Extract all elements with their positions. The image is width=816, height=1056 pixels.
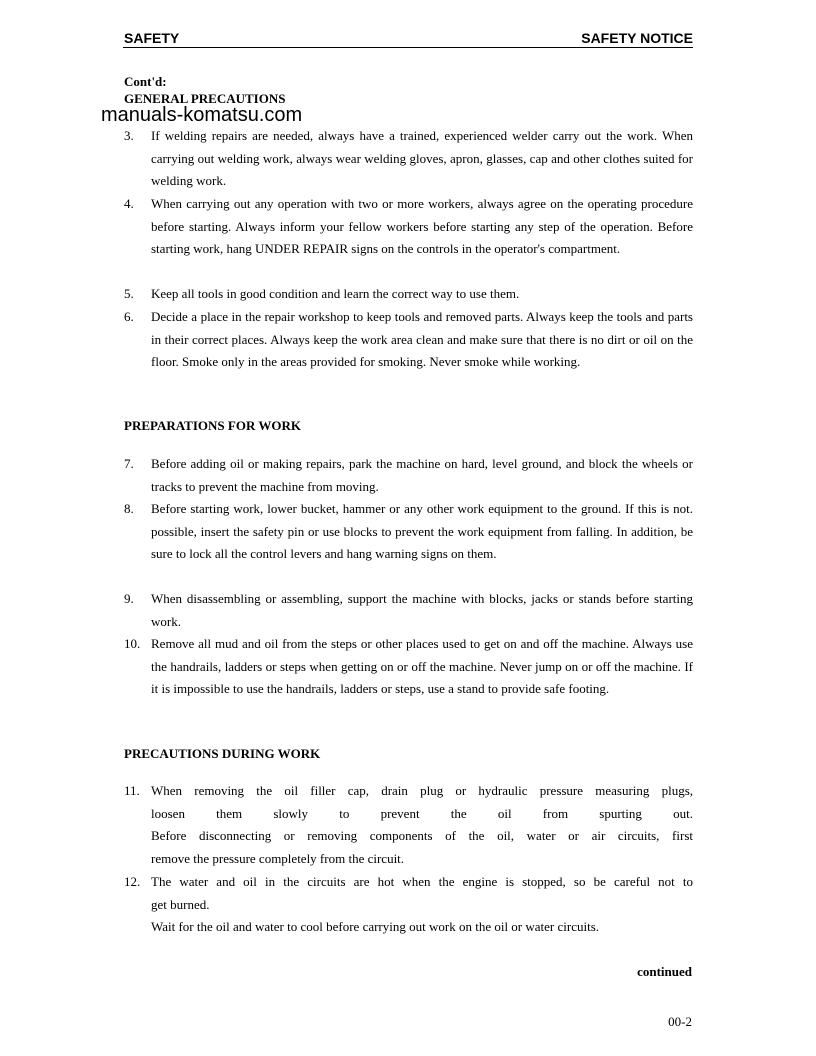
item-text: Before adding oil or making repairs, park the machine on hard, level ground, and block the wheels or tracks to prevent the machine from moving. — [151, 456, 693, 494]
list-item — [124, 871, 693, 939]
page-number: 00-2 — [668, 1014, 692, 1029]
list-item — [124, 283, 693, 306]
header-left-title: SAFETY — [124, 30, 180, 46]
item-line: When removing the oil filler cap, drain plug or hydraulic pressure measuring plugs, — [151, 783, 693, 798]
item-number: 7. — [124, 456, 134, 471]
during-work-heading: PRECAUTIONS DURING WORK — [124, 746, 321, 761]
item-text: Keep all tools in good condition and learn the correct way to use them. — [151, 286, 520, 301]
list-item — [124, 633, 693, 701]
item-text: When disassembling or assembling, support the machine with blocks, jacks or stands before starting work. — [151, 591, 693, 629]
item-text: Before starting work, lower bucket, hammer or any other work equipment to the ground. If this is not. possible, insert the safety pin or use blocks to prevent the work equipment from falling. In addition, be sure to lock all the control levers and hang warning signs on them. — [151, 501, 693, 562]
item-text: If welding repairs are needed, always have a trained, experienced welder carry out the work. When carrying out welding work, always wear welding gloves, apron, glasses, cap and other clothes suited for welding work. — [151, 128, 693, 189]
contd-label: Cont'd: — [124, 74, 167, 89]
list-item — [124, 125, 693, 193]
item-number: 6. — [124, 309, 134, 324]
item-number: 4. — [124, 196, 134, 211]
item-line: get burned. — [151, 896, 210, 912]
list-item — [124, 588, 693, 633]
item-text: Decide a place in the repair workshop to keep tools and removed parts. Always keep the tools and parts in their correct places. Always keep the work area clean and make sure that there is no dirt or oil on the floor. Smoke only in the areas provided for smoking. Never smoke while working. — [151, 309, 693, 370]
continued-label: continued — [637, 964, 692, 979]
header-right-title: SAFETY NOTICE — [581, 30, 693, 46]
list-item — [124, 453, 693, 498]
item-line: Before disconnecting or removing components of the oil, water or air circuits, first — [151, 828, 693, 844]
item-text: Remove all mud and oil from the steps or other places used to get on and off the machine. Always use the handrails, ladders or steps when getting on or off the machine. Never jump on or off the machine. If it is impossible to use the handrails, ladders or steps, use a stand to provide safe footing. — [151, 636, 693, 697]
list-item — [124, 780, 693, 870]
item-line: The water and oil in the circuits are hot when the engine is stopped, so be careful not to — [151, 874, 693, 889]
item-number: 3. — [124, 128, 134, 143]
watermark-text: manuals-komatsu.com — [101, 104, 303, 126]
item-text — [151, 780, 693, 870]
list-item — [124, 193, 693, 261]
item-line: loosen them slowly to prevent the oil from spurting out. — [151, 805, 693, 821]
item-text — [151, 871, 693, 939]
item-number: 8. — [124, 501, 134, 516]
item-number: 11. — [124, 783, 140, 798]
item-number: 9. — [124, 591, 134, 606]
header-rule — [123, 47, 693, 48]
general-precautions-heading: GENERAL PRECAUTIONS — [124, 91, 286, 106]
item-number: 10. — [124, 636, 141, 651]
list-item — [124, 306, 693, 374]
preparations-heading: PREPARATIONS FOR WORK — [124, 418, 301, 433]
list-item — [124, 498, 693, 566]
item-number: 12. — [124, 874, 141, 889]
item-number: 5. — [124, 286, 134, 301]
item-text: When carrying out any operation with two or more workers, always agree on the operating procedure before starting. Always inform your fellow workers before starting any step of the operation. Before starting work, hang UNDER REPAIR signs on the controls in the operator's compartment. — [151, 196, 693, 257]
item-line: Wait for the oil and water to cool before carrying out work on the oil or water circuits. — [151, 919, 600, 935]
item-line: remove the pressure completely from the circuit. — [151, 850, 405, 866]
